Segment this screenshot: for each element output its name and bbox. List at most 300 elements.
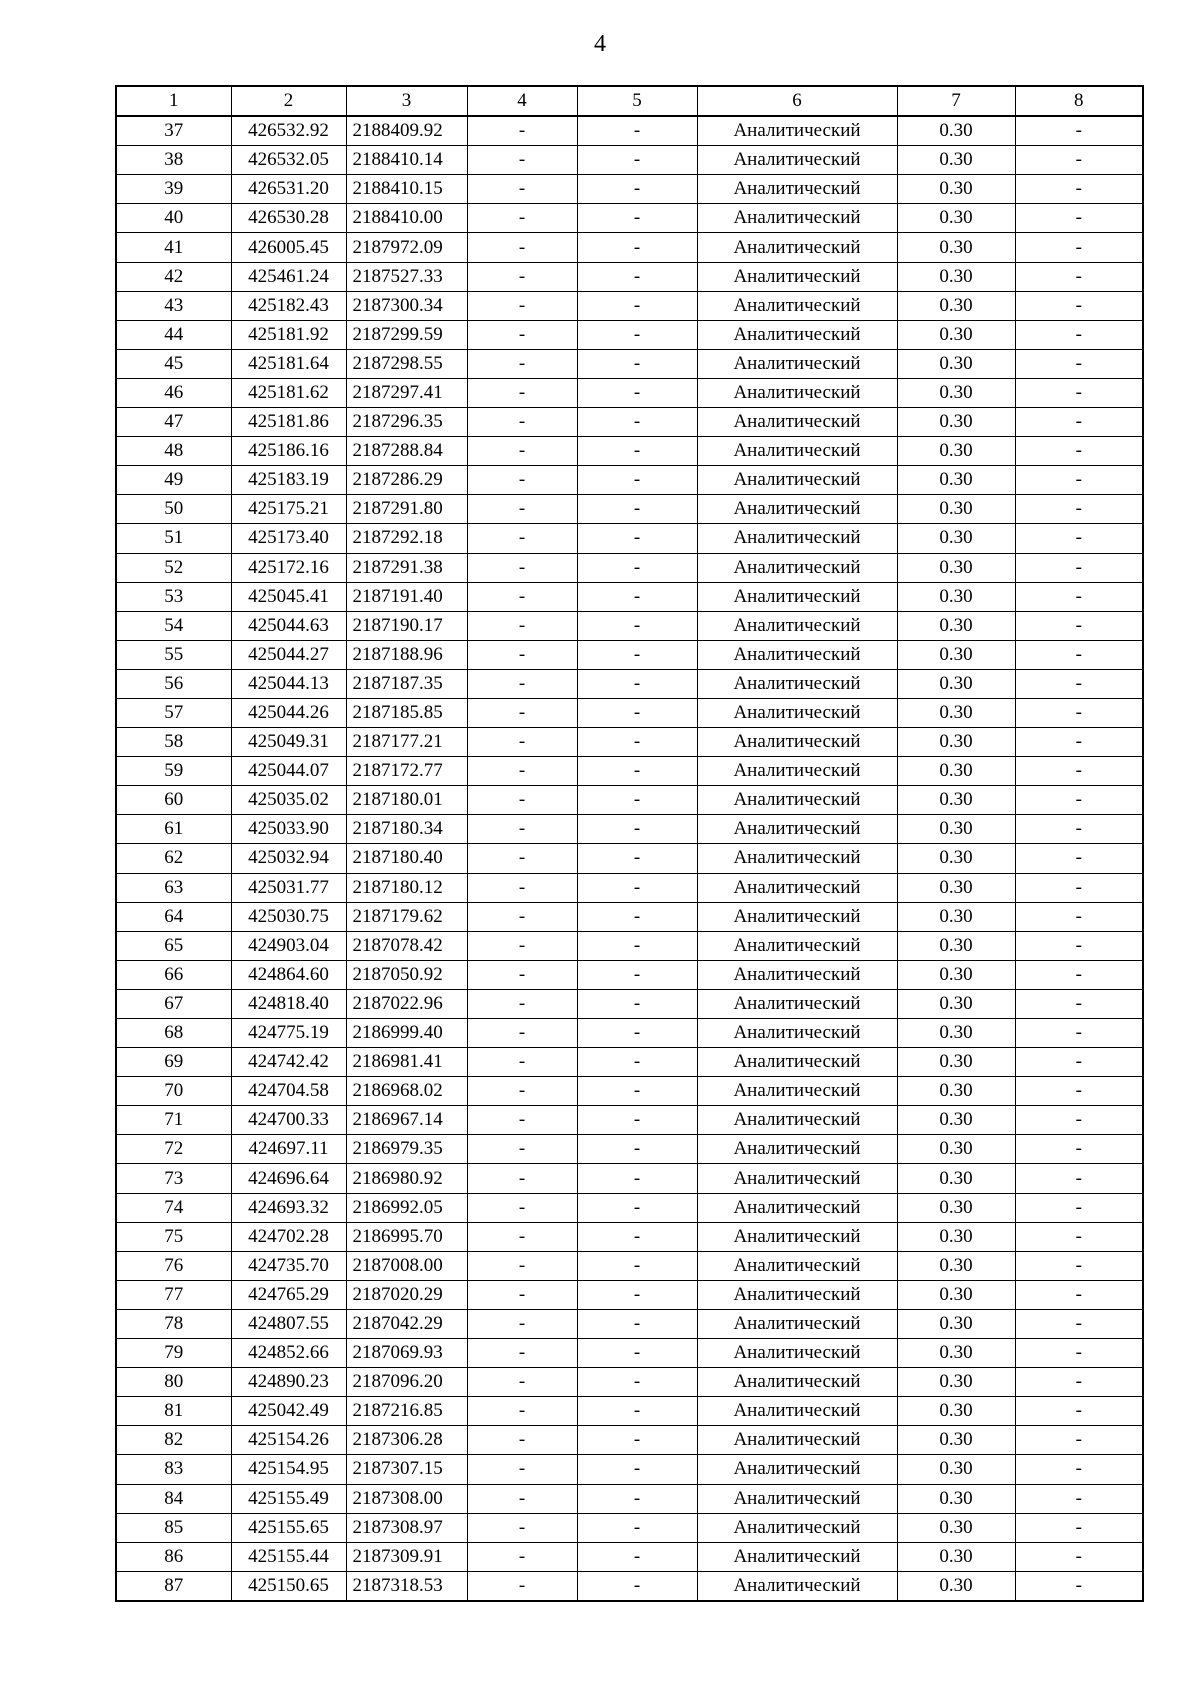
point-number-cell: 60 (116, 786, 231, 815)
table-row (116, 1484, 1143, 1513)
point-number-cell: 78 (116, 1309, 231, 1338)
column-4-cell: - (467, 495, 577, 524)
column-5-cell: - (577, 1455, 697, 1484)
column-5-cell: - (577, 931, 697, 960)
point-number-cell: 79 (116, 1339, 231, 1368)
accuracy-cell: 0.30 (897, 175, 1015, 204)
column-4-cell: - (467, 989, 577, 1018)
x-coordinate-cell: 425033.90 (231, 815, 346, 844)
method-cell: Аналитический (697, 1542, 897, 1571)
x-coordinate-cell: 424704.58 (231, 1077, 346, 1106)
accuracy-cell: 0.30 (897, 408, 1015, 437)
column-5-cell: - (577, 437, 697, 466)
column-5-cell: - (577, 815, 697, 844)
accuracy-cell: 0.30 (897, 1280, 1015, 1309)
method-cell: Аналитический (697, 1222, 897, 1251)
column-8-cell: - (1015, 553, 1143, 582)
column-5-cell: - (577, 582, 697, 611)
accuracy-cell: 0.30 (897, 466, 1015, 495)
x-coordinate-cell: 425049.31 (231, 728, 346, 757)
y-coordinate-cell: 2188409.92 (346, 116, 467, 146)
column-5-cell: - (577, 1019, 697, 1048)
y-coordinate-cell: 2187050.92 (346, 960, 467, 989)
point-number-cell: 57 (116, 698, 231, 727)
method-cell: Аналитический (697, 1280, 897, 1309)
method-cell: Аналитический (697, 320, 897, 349)
point-number-cell: 66 (116, 960, 231, 989)
table-row (116, 728, 1143, 757)
column-4-cell: - (467, 728, 577, 757)
table-row (116, 1135, 1143, 1164)
accuracy-cell: 0.30 (897, 378, 1015, 407)
table-row (116, 408, 1143, 437)
column-8-cell: - (1015, 1077, 1143, 1106)
accuracy-cell: 0.30 (897, 262, 1015, 291)
x-coordinate-cell: 425183.19 (231, 466, 346, 495)
x-coordinate-cell: 425155.65 (231, 1513, 346, 1542)
point-number-cell: 47 (116, 408, 231, 437)
method-cell: Аналитический (697, 1077, 897, 1106)
column-4-cell: - (467, 611, 577, 640)
table-row (116, 989, 1143, 1018)
x-coordinate-cell: 425186.16 (231, 437, 346, 466)
column-4-cell: - (467, 1484, 577, 1513)
column-5-cell: - (577, 146, 697, 175)
x-coordinate-cell: 425173.40 (231, 524, 346, 553)
column-4-cell: - (467, 437, 577, 466)
column-5-cell: - (577, 378, 697, 407)
method-cell: Аналитический (697, 378, 897, 407)
coordinates-table (115, 85, 1144, 1602)
column-8-cell: - (1015, 408, 1143, 437)
y-coordinate-cell: 2187191.40 (346, 582, 467, 611)
point-number-cell: 48 (116, 437, 231, 466)
table-row (116, 204, 1143, 233)
method-cell: Аналитический (697, 1426, 897, 1455)
point-number-cell: 70 (116, 1077, 231, 1106)
method-cell: Аналитический (697, 175, 897, 204)
accuracy-cell: 0.30 (897, 1542, 1015, 1571)
method-cell: Аналитический (697, 873, 897, 902)
y-coordinate-cell: 2188410.00 (346, 204, 467, 233)
column-8-cell: - (1015, 1309, 1143, 1338)
point-number-cell: 39 (116, 175, 231, 204)
point-number-cell: 61 (116, 815, 231, 844)
method-cell: Аналитический (697, 1368, 897, 1397)
y-coordinate-cell: 2187288.84 (346, 437, 467, 466)
column-8-cell: - (1015, 1339, 1143, 1368)
table-row (116, 1571, 1143, 1601)
x-coordinate-cell: 425181.92 (231, 320, 346, 349)
accuracy-cell: 0.30 (897, 1135, 1015, 1164)
accuracy-cell: 0.30 (897, 291, 1015, 320)
column-8-cell: - (1015, 1222, 1143, 1251)
column-4-cell: - (467, 960, 577, 989)
x-coordinate-cell: 424697.11 (231, 1135, 346, 1164)
point-number-cell: 45 (116, 349, 231, 378)
column-8-cell: - (1015, 1571, 1143, 1601)
x-coordinate-cell: 424700.33 (231, 1106, 346, 1135)
column-8-cell: - (1015, 960, 1143, 989)
table-row (116, 1222, 1143, 1251)
column-8-cell: - (1015, 291, 1143, 320)
x-coordinate-cell: 425181.64 (231, 349, 346, 378)
point-number-cell: 83 (116, 1455, 231, 1484)
method-cell: Аналитический (697, 437, 897, 466)
column-8-cell: - (1015, 989, 1143, 1018)
table-row (116, 1542, 1143, 1571)
x-coordinate-cell: 425044.63 (231, 611, 346, 640)
column-header: 8 (1015, 86, 1143, 116)
table-row (116, 1426, 1143, 1455)
column-8-cell: - (1015, 698, 1143, 727)
y-coordinate-cell: 2187180.12 (346, 873, 467, 902)
table-row (116, 698, 1143, 727)
y-coordinate-cell: 2187216.85 (346, 1397, 467, 1426)
column-4-cell: - (467, 146, 577, 175)
table-row (116, 146, 1143, 175)
y-coordinate-cell: 2187180.01 (346, 786, 467, 815)
accuracy-cell: 0.30 (897, 757, 1015, 786)
y-coordinate-cell: 2186995.70 (346, 1222, 467, 1251)
point-number-cell: 58 (116, 728, 231, 757)
column-5-cell: - (577, 1106, 697, 1135)
x-coordinate-cell: 424903.04 (231, 931, 346, 960)
method-cell: Аналитический (697, 1106, 897, 1135)
y-coordinate-cell: 2187190.17 (346, 611, 467, 640)
column-8-cell: - (1015, 116, 1143, 146)
table-row (116, 1455, 1143, 1484)
table-row (116, 786, 1143, 815)
accuracy-cell: 0.30 (897, 931, 1015, 960)
method-cell: Аналитический (697, 408, 897, 437)
column-5-cell: - (577, 669, 697, 698)
accuracy-cell: 0.30 (897, 1222, 1015, 1251)
table-row (116, 466, 1143, 495)
column-5-cell: - (577, 1571, 697, 1601)
point-number-cell: 67 (116, 989, 231, 1018)
point-number-cell: 50 (116, 495, 231, 524)
column-5-cell: - (577, 1077, 697, 1106)
y-coordinate-cell: 2187308.00 (346, 1484, 467, 1513)
point-number-cell: 44 (116, 320, 231, 349)
column-4-cell: - (467, 669, 577, 698)
y-coordinate-cell: 2187020.29 (346, 1280, 467, 1309)
method-cell: Аналитический (697, 989, 897, 1018)
column-5-cell: - (577, 1339, 697, 1368)
y-coordinate-cell: 2187022.96 (346, 989, 467, 1018)
column-4-cell: - (467, 1251, 577, 1280)
point-number-cell: 75 (116, 1222, 231, 1251)
column-8-cell: - (1015, 757, 1143, 786)
table-row (116, 582, 1143, 611)
point-number-cell: 37 (116, 116, 231, 146)
point-number-cell: 42 (116, 262, 231, 291)
table-row (116, 495, 1143, 524)
point-number-cell: 84 (116, 1484, 231, 1513)
table-row (116, 931, 1143, 960)
y-coordinate-cell: 2187300.34 (346, 291, 467, 320)
y-coordinate-cell: 2187318.53 (346, 1571, 467, 1601)
column-4-cell: - (467, 1368, 577, 1397)
accuracy-cell: 0.30 (897, 960, 1015, 989)
method-cell: Аналитический (697, 698, 897, 727)
y-coordinate-cell: 2187309.91 (346, 1542, 467, 1571)
column-5-cell: - (577, 728, 697, 757)
column-header: 3 (346, 86, 467, 116)
column-5-cell: - (577, 495, 697, 524)
point-number-cell: 68 (116, 1019, 231, 1048)
y-coordinate-cell: 2187307.15 (346, 1455, 467, 1484)
table-row (116, 1193, 1143, 1222)
accuracy-cell: 0.30 (897, 553, 1015, 582)
column-8-cell: - (1015, 1164, 1143, 1193)
y-coordinate-cell: 2187291.38 (346, 553, 467, 582)
y-coordinate-cell: 2187298.55 (346, 349, 467, 378)
y-coordinate-cell: 2187972.09 (346, 233, 467, 262)
column-4-cell: - (467, 1455, 577, 1484)
x-coordinate-cell: 425035.02 (231, 786, 346, 815)
column-8-cell: - (1015, 1106, 1143, 1135)
x-coordinate-cell: 424765.29 (231, 1280, 346, 1309)
x-coordinate-cell: 425461.24 (231, 262, 346, 291)
x-coordinate-cell: 425044.13 (231, 669, 346, 698)
column-4-cell: - (467, 873, 577, 902)
column-8-cell: - (1015, 1193, 1143, 1222)
x-coordinate-cell: 425045.41 (231, 582, 346, 611)
accuracy-cell: 0.30 (897, 1397, 1015, 1426)
column-8-cell: - (1015, 1019, 1143, 1048)
column-5-cell: - (577, 262, 697, 291)
y-coordinate-cell: 2187527.33 (346, 262, 467, 291)
column-4-cell: - (467, 116, 577, 146)
accuracy-cell: 0.30 (897, 1193, 1015, 1222)
method-cell: Аналитический (697, 116, 897, 146)
table-row (116, 640, 1143, 669)
column-5-cell: - (577, 698, 697, 727)
column-5-cell: - (577, 1309, 697, 1338)
column-4-cell: - (467, 349, 577, 378)
point-number-cell: 41 (116, 233, 231, 262)
x-coordinate-cell: 424693.32 (231, 1193, 346, 1222)
table-row (116, 611, 1143, 640)
column-5-cell: - (577, 553, 697, 582)
column-4-cell: - (467, 408, 577, 437)
table-row (116, 553, 1143, 582)
table-row (116, 116, 1143, 146)
x-coordinate-cell: 425155.44 (231, 1542, 346, 1571)
column-8-cell: - (1015, 1397, 1143, 1426)
column-4-cell: - (467, 291, 577, 320)
accuracy-cell: 0.30 (897, 989, 1015, 1018)
point-number-cell: 40 (116, 204, 231, 233)
y-coordinate-cell: 2187297.41 (346, 378, 467, 407)
column-8-cell: - (1015, 815, 1143, 844)
method-cell: Аналитический (697, 553, 897, 582)
x-coordinate-cell: 425154.95 (231, 1455, 346, 1484)
y-coordinate-cell: 2187187.35 (346, 669, 467, 698)
table-row (116, 291, 1143, 320)
method-cell: Аналитический (697, 1309, 897, 1338)
y-coordinate-cell: 2187296.35 (346, 408, 467, 437)
column-8-cell: - (1015, 844, 1143, 873)
y-coordinate-cell: 2187188.96 (346, 640, 467, 669)
method-cell: Аналитический (697, 146, 897, 175)
column-8-cell: - (1015, 873, 1143, 902)
method-cell: Аналитический (697, 291, 897, 320)
point-number-cell: 77 (116, 1280, 231, 1309)
point-number-cell: 87 (116, 1571, 231, 1601)
column-5-cell: - (577, 1164, 697, 1193)
y-coordinate-cell: 2187308.97 (346, 1513, 467, 1542)
y-coordinate-cell: 2187291.80 (346, 495, 467, 524)
x-coordinate-cell: 426532.05 (231, 146, 346, 175)
column-5-cell: - (577, 116, 697, 146)
column-5-cell: - (577, 1048, 697, 1077)
accuracy-cell: 0.30 (897, 873, 1015, 902)
method-cell: Аналитический (697, 466, 897, 495)
point-number-cell: 52 (116, 553, 231, 582)
table-row (116, 1251, 1143, 1280)
column-4-cell: - (467, 815, 577, 844)
accuracy-cell: 0.30 (897, 1077, 1015, 1106)
method-cell: Аналитический (697, 262, 897, 291)
method-cell: Аналитический (697, 349, 897, 378)
point-number-cell: 38 (116, 146, 231, 175)
method-cell: Аналитический (697, 1339, 897, 1368)
column-4-cell: - (467, 1426, 577, 1455)
x-coordinate-cell: 426532.92 (231, 116, 346, 146)
accuracy-cell: 0.30 (897, 728, 1015, 757)
column-4-cell: - (467, 844, 577, 873)
column-5-cell: - (577, 233, 697, 262)
column-5-cell: - (577, 408, 697, 437)
accuracy-cell: 0.30 (897, 437, 1015, 466)
table-row (116, 262, 1143, 291)
column-8-cell: - (1015, 204, 1143, 233)
x-coordinate-cell: 426005.45 (231, 233, 346, 262)
column-8-cell: - (1015, 437, 1143, 466)
accuracy-cell: 0.30 (897, 204, 1015, 233)
method-cell: Аналитический (697, 204, 897, 233)
point-number-cell: 80 (116, 1368, 231, 1397)
accuracy-cell: 0.30 (897, 1164, 1015, 1193)
method-cell: Аналитический (697, 1513, 897, 1542)
column-header: 4 (467, 86, 577, 116)
method-cell: Аналитический (697, 931, 897, 960)
column-4-cell: - (467, 582, 577, 611)
y-coordinate-cell: 2187306.28 (346, 1426, 467, 1455)
x-coordinate-cell: 426530.28 (231, 204, 346, 233)
column-8-cell: - (1015, 1048, 1143, 1077)
column-8-cell: - (1015, 495, 1143, 524)
method-cell: Аналитический (697, 495, 897, 524)
column-4-cell: - (467, 1339, 577, 1368)
accuracy-cell: 0.30 (897, 524, 1015, 553)
accuracy-cell: 0.30 (897, 815, 1015, 844)
accuracy-cell: 0.30 (897, 349, 1015, 378)
x-coordinate-cell: 425182.43 (231, 291, 346, 320)
column-8-cell: - (1015, 524, 1143, 553)
column-4-cell: - (467, 1571, 577, 1601)
y-coordinate-cell: 2187299.59 (346, 320, 467, 349)
accuracy-cell: 0.30 (897, 320, 1015, 349)
method-cell: Аналитический (697, 786, 897, 815)
accuracy-cell: 0.30 (897, 495, 1015, 524)
accuracy-cell: 0.30 (897, 1571, 1015, 1601)
column-8-cell: - (1015, 640, 1143, 669)
column-header: 2 (231, 86, 346, 116)
x-coordinate-cell: 424702.28 (231, 1222, 346, 1251)
accuracy-cell: 0.30 (897, 1513, 1015, 1542)
column-5-cell: - (577, 873, 697, 902)
method-cell: Аналитический (697, 233, 897, 262)
column-5-cell: - (577, 1484, 697, 1513)
y-coordinate-cell: 2187185.85 (346, 698, 467, 727)
column-4-cell: - (467, 698, 577, 727)
column-5-cell: - (577, 1251, 697, 1280)
column-8-cell: - (1015, 466, 1143, 495)
table-row (116, 524, 1143, 553)
column-4-cell: - (467, 553, 577, 582)
table-row (116, 378, 1143, 407)
column-4-cell: - (467, 262, 577, 291)
column-5-cell: - (577, 1222, 697, 1251)
accuracy-cell: 0.30 (897, 1309, 1015, 1338)
point-number-cell: 46 (116, 378, 231, 407)
column-8-cell: - (1015, 1513, 1143, 1542)
y-coordinate-cell: 2187179.62 (346, 902, 467, 931)
accuracy-cell: 0.30 (897, 640, 1015, 669)
column-5-cell: - (577, 1397, 697, 1426)
x-coordinate-cell: 425154.26 (231, 1426, 346, 1455)
point-number-cell: 54 (116, 611, 231, 640)
column-4-cell: - (467, 204, 577, 233)
column-8-cell: - (1015, 349, 1143, 378)
point-number-cell: 56 (116, 669, 231, 698)
method-cell: Аналитический (697, 1484, 897, 1513)
table-row (116, 1280, 1143, 1309)
y-coordinate-cell: 2188410.15 (346, 175, 467, 204)
method-cell: Аналитический (697, 582, 897, 611)
method-cell: Аналитический (697, 524, 897, 553)
column-4-cell: - (467, 175, 577, 204)
x-coordinate-cell: 424864.60 (231, 960, 346, 989)
column-4-cell: - (467, 1193, 577, 1222)
table-row (116, 1106, 1143, 1135)
column-8-cell: - (1015, 1455, 1143, 1484)
column-5-cell: - (577, 1542, 697, 1571)
column-4-cell: - (467, 320, 577, 349)
accuracy-cell: 0.30 (897, 1484, 1015, 1513)
column-5-cell: - (577, 291, 697, 320)
point-number-cell: 64 (116, 902, 231, 931)
column-header: 6 (697, 86, 897, 116)
column-5-cell: - (577, 844, 697, 873)
method-cell: Аналитический (697, 815, 897, 844)
table-row (116, 320, 1143, 349)
point-number-cell: 63 (116, 873, 231, 902)
column-5-cell: - (577, 1193, 697, 1222)
y-coordinate-cell: 2187286.29 (346, 466, 467, 495)
column-8-cell: - (1015, 611, 1143, 640)
column-4-cell: - (467, 1077, 577, 1106)
method-cell: Аналитический (697, 1164, 897, 1193)
x-coordinate-cell: 425031.77 (231, 873, 346, 902)
method-cell: Аналитический (697, 902, 897, 931)
x-coordinate-cell: 425155.49 (231, 1484, 346, 1513)
column-8-cell: - (1015, 931, 1143, 960)
